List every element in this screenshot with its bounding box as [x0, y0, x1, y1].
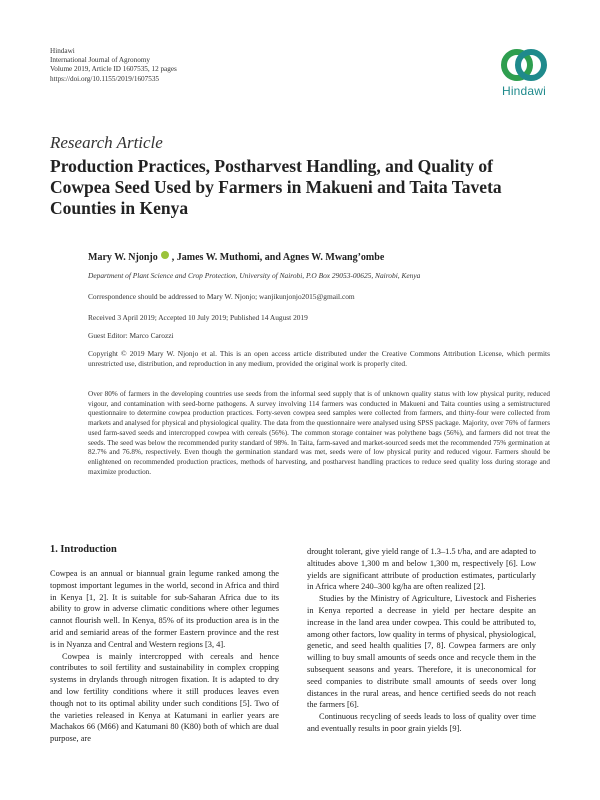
paragraph: drought tolerant, give yield range of 1.3–1.5 t/ha, and are adapted to altitudes above 1,300 m and below 1,300 m, respectively [6]. Low yields are significant attribute of production estimates, particularly in Africa where 240–300 kg/ha are often realized [2]. [307, 547, 536, 592]
correspondence: Correspondence should be addressed to Mary W. Njonjo; wanjikunjonjo2015@gmail.com [88, 292, 355, 301]
co-authors: , James W. Muthomi, and Agnes W. Mwang’ombe [171, 252, 385, 263]
journal-name: International Journal of Agronomy [50, 56, 151, 65]
paragraph: Studies by the Ministry of Agriculture, Livestock and Fisheries in Kenya reported a decrease in yield per hectare despite an increase in the land area under cowpea. This could be attributed to, among other factors, low quality in terms of physical, physiological, genetic, and seed health qualities [7, 8]. Cowpea farmers are only willing to buy small amounts of seeds once and recycle them in the subsequent seasons and years. Therefore, it is uneconomical for seed companies to distribute small amounts of seeds over long distances in the rural areas, and hence certified seeds do not reach the farmers [6]. [307, 594, 536, 710]
orcid-icon[interactable] [161, 251, 169, 259]
affiliation: Department of Plant Science and Crop Protection, University of Nairobi, P.O Box 29053-00625, Nairobi, Kenya [88, 271, 421, 280]
article-type: Research Article [50, 133, 163, 152]
article-title [50, 156, 550, 219]
title-line: Production Practices, Postharvest Handling, and Quality of [50, 156, 494, 176]
logo-wordmark: Hindawi [501, 84, 547, 98]
section-heading: 1. Introduction [50, 544, 117, 555]
author-list [88, 251, 384, 263]
guest-editor: Guest Editor: Marco Carozzi [88, 331, 174, 340]
title-line: Counties in Kenya [50, 198, 189, 218]
paragraph: Continuous recycling of seeds leads to loss of quality over time and eventually results in poor grain yields [9]. [307, 712, 536, 733]
volume-info: Volume 2019, Article ID 1607535, 12 pages [50, 65, 177, 74]
doi-link[interactable]: https://doi.org/10.1155/2019/1607535 [50, 74, 160, 83]
left-column [50, 544, 279, 745]
journal-info [50, 47, 177, 84]
paragraph: Cowpea is mainly intercropped with cereals and hence contributes to soil fertility and sustainability in complex cropping systems in drylands through nitrogen fixation. It is adapted to dry and low fertility conditions where it still produces leaves even though not to its optimal ability under such conditions [5]. Two of the varieties released in Kenya at Katumani in earlier years are Machakos 66 (M66) and Katumani 80 (K80) both of which are dual purpose, are [50, 651, 279, 744]
article-dates: Received 3 April 2019; Accepted 10 July 2019; Published 14 August 2019 [88, 313, 308, 322]
right-column [307, 546, 536, 735]
abstract: Over 80% of farmers in the developing countries use seeds from the informal seed supply that is of unknown quality status with low physical purity, reduced vigour, and contamination with seed-borne pathogens. A survey involving 114 farmers was conducted in Makueni and Taita counties using a semistructured questionnaire to determine cowpea production practices. Forty-seven cowpea seed samples were collected from farmers, and thirty-four were collected from markets and analysed for physical and physiological quality. The data from the questionnaire were analysed using SPSS package. Majority, over 76% of farmers used farm-saved seeds and intercropped cowpea with cereals (56%). The common storage container was polythene bags (56%), and farmers did not treat the seeds. The seed was below the recommended purity standard of 98%. In Taita, farm-saved and market-sourced seeds met the recommended 75% germination at 82.7% and 76.8%, respectively. Even though the germination standard was met, seeds were of low physical purity and reduced vigour. Farmers should be enlightened on recommended production practices, methods of harvesting, and postharvest handling practices to reduce seed quality loss during storage and maximize production. [88, 390, 550, 476]
publisher-name: Hindawi [50, 47, 75, 55]
first-author: Mary W. Njonjo [88, 252, 158, 263]
paragraph: Cowpea is an annual or biannual grain legume ranked among the topmost important legumes in the world, second in Africa and third in Kenya [1, 2]. It is suitable for sub-Saharan Africa due to its ability to grow in adverse climatic conditions where other legumes cannot flourish well. In Kenya, 85% of its production area is in the arid and semiarid areas of the former Eastern province and the rest is in Nyanza and Central and Western regions [3, 4]. [50, 569, 279, 649]
hindawi-logo-icon [496, 44, 552, 104]
copyright-notice: Copyright © 2019 Mary W. Njonjo et al. This is an open access article distributed under the Creative Commons Attribution License, which permits unrestricted use, distribution, and reproduction in any medium, provided the original work is properly cited. [88, 349, 550, 368]
title-line: Cowpea Seed Used by Farmers in Makueni and Taita Taveta [50, 177, 502, 197]
